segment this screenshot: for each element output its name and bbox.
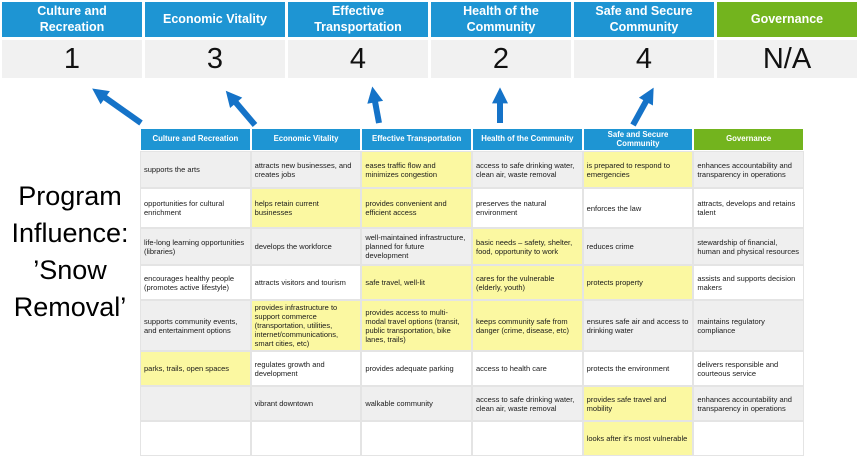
matrix-cell-r6-c6: delivers responsible and courteous service — [693, 351, 804, 386]
matrix-cell-r8-c1 — [140, 421, 251, 456]
summary-header-culture-and-recreation: Culture and Recreation — [2, 2, 142, 37]
matrix-cell-r6-c5: protects the environment — [583, 351, 694, 386]
matrix-cell-r1-c1: supports the arts — [140, 151, 251, 188]
matrix-cell-r3-c5: reduces crime — [583, 228, 694, 265]
summary-banner — [2, 2, 857, 37]
influence-matrix — [140, 128, 804, 456]
arrow-up-icon — [100, 94, 141, 123]
matrix-header-culture-and-recreation: Culture and Recreation — [140, 128, 251, 151]
matrix-cell-r7-c2: vibrant downtown — [251, 386, 362, 421]
matrix-cell-r1-c4: access to safe drinking water, clean air, waste removal — [472, 151, 583, 188]
matrix-header-safe-and-secure-community: Safe and Secure Community — [583, 128, 694, 151]
matrix-cell-r2-c6: attracts, develops and retains talent — [693, 188, 804, 228]
matrix-cell-r1-c6: enhances accountability and transparency in operations — [693, 151, 804, 188]
matrix-cell-r6-c3: provides adequate parking — [361, 351, 472, 386]
matrix-cell-r5-c3: provides access to multi-modal travel options (transit, public transportation, bike lanes, trails) — [361, 300, 472, 351]
summary-header-economic-vitality: Economic Vitality — [145, 2, 285, 37]
summary-score-economic-vitality: 3 — [145, 40, 285, 78]
matrix-cell-r8-c6 — [693, 421, 804, 456]
matrix-cell-r7-c1 — [140, 386, 251, 421]
program-label-line: Influence: — [11, 217, 129, 248]
summary-score-health-of-the-community: 2 — [431, 40, 571, 78]
matrix-cell-r4-c2: attracts visitors and tourism — [251, 265, 362, 300]
matrix-cell-r2-c1: opportunities for cultural enrichment — [140, 188, 251, 228]
matrix-cell-r3-c6: stewardship of financial, human and physical resources — [693, 228, 804, 265]
program-label-line: ’Snow — [33, 254, 107, 285]
matrix-cell-r4-c5: protects property — [583, 265, 694, 300]
matrix-cell-r2-c3: provides convenient and efficient access — [361, 188, 472, 228]
arrow-up-icon — [232, 98, 255, 125]
summary-score-culture-and-recreation: 1 — [2, 40, 142, 78]
matrix-cell-r5-c5: ensures safe air and access to drinking water — [583, 300, 694, 351]
matrix-cell-r1-c3: eases traffic flow and minimizes congestion — [361, 151, 472, 188]
matrix-cell-r7-c5: provides safe travel and mobility — [583, 386, 694, 421]
matrix-cell-r7-c6: enhances accountability and transparency in operations — [693, 386, 804, 421]
program-label-line: Program — [18, 181, 122, 211]
summary-header-safe-and-secure-community: Safe and Secure Community — [574, 2, 714, 37]
summary-header-governance: Governance — [717, 2, 857, 37]
matrix-cell-r6-c1: parks, trails, open spaces — [140, 351, 251, 386]
matrix-cell-r5-c2: provides infrastructure to support commerce (transportation, utilities, internet/communications, smart cities, etc) — [251, 300, 362, 351]
matrix-cell-r4-c4: cares for the vulnerable (elderly, youth) — [472, 265, 583, 300]
matrix-header-health-of-the-community: Health of the Community — [472, 128, 583, 151]
summary-scores — [2, 40, 857, 78]
matrix-cell-r3-c4: basic needs – safety, shelter, food, opportunity to work — [472, 228, 583, 265]
matrix-header-governance: Governance — [693, 128, 804, 151]
program-influence-label — [0, 178, 140, 326]
arrow-up-icon — [633, 96, 649, 125]
matrix-cell-r8-c3 — [361, 421, 472, 456]
arrow-up-icon — [374, 96, 379, 123]
matrix-cell-r2-c4: preserves the natural environment — [472, 188, 583, 228]
matrix-cell-r3-c1: life-long learning opportunities (libraries) — [140, 228, 251, 265]
summary-header-effective-transportation: Effective Transportation — [288, 2, 428, 37]
program-label-line: Removal’ — [13, 291, 127, 322]
summary-score-effective-transportation: 4 — [288, 40, 428, 78]
matrix-cell-r2-c2: helps retain current businesses — [251, 188, 362, 228]
matrix-cell-r3-c2: develops the workforce — [251, 228, 362, 265]
matrix-cell-r4-c1: encourages healthy people (promotes active lifestyle) — [140, 265, 251, 300]
matrix-cell-r8-c5: looks after it's most vulnerable — [583, 421, 694, 456]
matrix-cell-r5-c6: maintains regulatory compliance — [693, 300, 804, 351]
summary-header-health-of-the-community: Health of the Community — [431, 2, 571, 37]
matrix-cell-r8-c2 — [251, 421, 362, 456]
matrix-cell-r1-c5: is prepared to respond to emergencies — [583, 151, 694, 188]
matrix-cell-r4-c3: safe travel, well-lit — [361, 265, 472, 300]
matrix-cell-r2-c5: enforces the law — [583, 188, 694, 228]
matrix-cell-r7-c4: access to safe drinking water, clean air, waste removal — [472, 386, 583, 421]
matrix-cell-r5-c1: supports community events, and entertainment options — [140, 300, 251, 351]
matrix-cell-r1-c2: attracts new businesses, and creates jobs — [251, 151, 362, 188]
summary-score-safe-and-secure-community: 4 — [574, 40, 714, 78]
matrix-header-effective-transportation: Effective Transportation — [361, 128, 472, 151]
matrix-cell-r6-c4: access to health care — [472, 351, 583, 386]
matrix-cell-r4-c6: assists and supports decision makers — [693, 265, 804, 300]
matrix-cell-r8-c4 — [472, 421, 583, 456]
summary-score-governance: N/A — [717, 40, 857, 78]
matrix-header-economic-vitality: Economic Vitality — [251, 128, 362, 151]
matrix-cell-r5-c4: keeps community safe from danger (crime, disease, etc) — [472, 300, 583, 351]
matrix-cell-r6-c2: regulates growth and development — [251, 351, 362, 386]
matrix-cell-r7-c3: walkable community — [361, 386, 472, 421]
matrix-cell-r3-c3: well-maintained infrastructure, planned for future development — [361, 228, 472, 265]
